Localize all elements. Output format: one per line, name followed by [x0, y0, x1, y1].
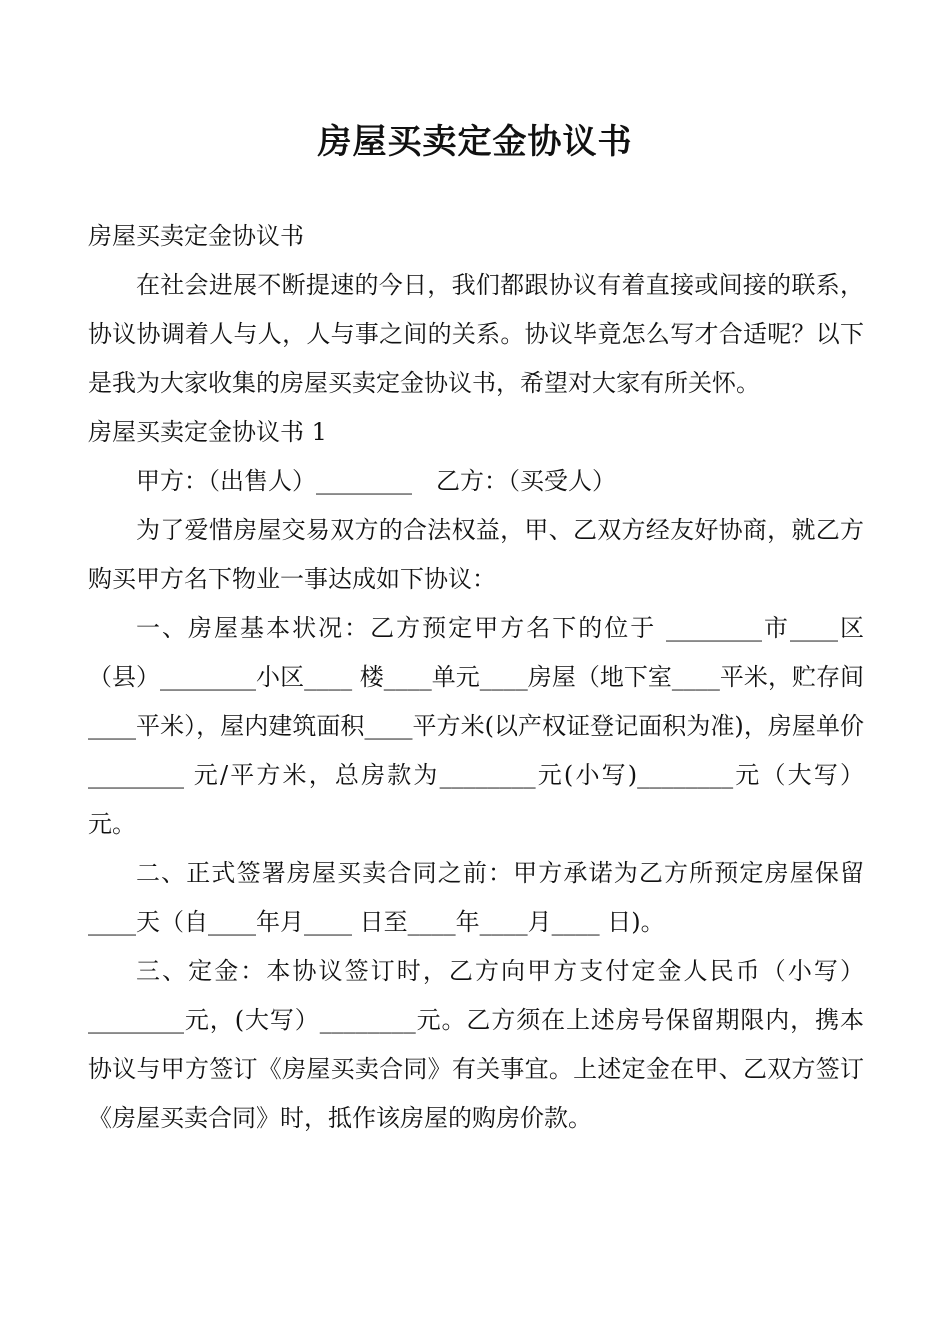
clause-1-paragraph: 一、房屋基本状况：乙方预定甲方名下的位于 ________市____区（县）________小区____ 楼____单元____房屋（地下室____平米，贮存间____平米），屋内建筑面积____平方米(以产权证登记面积为准)，房屋单价________ 元/平方米，总房款为________元(小写)________元（大写）元。	[88, 614, 864, 838]
section-heading: 房屋买卖定金协议书	[88, 222, 304, 250]
document-title: 房屋买卖定金协议书	[317, 122, 633, 162]
purpose-paragraph: 为了爱惜房屋交易双方的合法权益，甲、乙双方经友好协商，就乙方购买甲方名下物业一事达成如下协议：	[88, 516, 864, 593]
parties-line: 甲方：（出售人）________ 乙方：（买受人）	[136, 467, 616, 495]
clause-3-paragraph: 三、定金：本协议签订时，乙方向甲方支付定金人民币（小写）________元，(大写）________元。乙方须在上述房号保留期限内，携本协议与甲方签订《房屋买卖合同》有关事宜。上述定金在甲、乙双方签订《房屋买卖合同》时，抵作该房屋的购房价款。	[88, 957, 864, 1132]
document-body	[88, 212, 864, 1143]
agreement-heading: 房屋买卖定金协议书 1	[88, 418, 327, 446]
intro-paragraph: 在社会进展不断提速的今日，我们都跟协议有着直接或间接的联系，协议协调着人与人，人与事之间的关系。协议毕竟怎么写才合适呢？以下是我为大家收集的房屋买卖定金协议书，希望对大家有所关怀。	[88, 271, 864, 397]
clause-2-paragraph: 二、正式签署房屋买卖合同之前：甲方承诺为乙方所预定房屋保留____天（自____年月____ 日至____年____月____ 日)。	[88, 859, 864, 936]
